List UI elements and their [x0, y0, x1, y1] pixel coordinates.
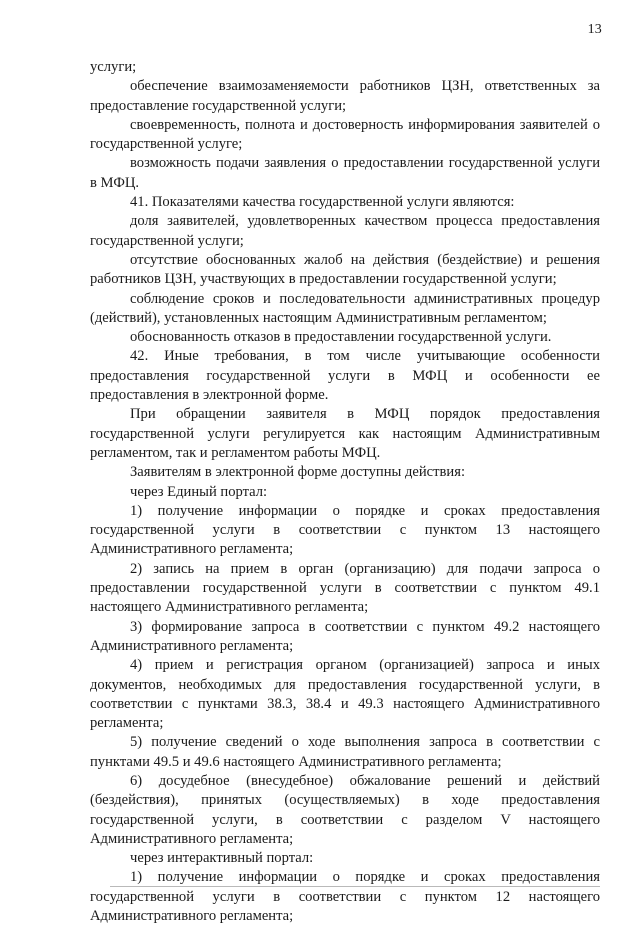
paragraph: соблюдение сроков и последовательности административных процедур (действий), установленных настоящим Административным регламентом; [90, 290, 600, 326]
paragraph: 1) получение информации о порядке и сроках предоставления государственной услуги в соответствии с пунктом 13 настоящего Административного регламента; [90, 502, 600, 558]
paragraph: 42. Иные требования, в том числе учитывающие особенности предоставления государственной услуги в МФЦ и особенности ее предоставления в электронной форме. [90, 348, 600, 404]
paragraph: Заявителям в электронной форме доступны действия: [130, 464, 466, 481]
paragraph: обоснованность отказов в предоставлении государственной услуги. [130, 329, 552, 346]
paragraph: 41. Показателями качества государственной услуги являются: [130, 194, 515, 211]
page-number: 13 [587, 22, 602, 37]
paragraph: своевременность, полнота и достоверность информирования заявителей о государственной услуге; [90, 116, 600, 153]
paragraph: 1) получение информации о порядке и сроках предоставления государственной услуги в соответствии с пунктом 12 настоящего Административного регламента; [90, 869, 600, 925]
paragraph: доля заявителей, удовлетворенных качеством процесса предоставления государственной услуги; [90, 213, 600, 249]
paragraph: услуги; [90, 59, 137, 75]
paragraph: При обращении заявителя в МФЦ порядок предоставления государственной услуги регулируется как настоящим Административным регламентом, так и регламентом работы МФЦ. [90, 406, 600, 461]
paragraph: 5) получение сведений о ходе выполнения запроса в соответствии с пунктами 49.5 и 49.6 настоящего Административного регламента; [90, 734, 600, 770]
paragraph: возможность подачи заявления о предоставлении государственной услуги в МФЦ. [90, 155, 600, 191]
paragraph: обеспечение взаимозаменяемости работников ЦЗН, ответственных за предоставление государственной услуги; [90, 78, 600, 114]
paragraph: 4) прием и регистрация органом (организацией) запроса и иных документов, необходимых для предоставления государственной услуги, в соответствии с пунктами 38.3, 38.4 и 49.3 настоящего Административного регламента; [90, 657, 600, 732]
paragraph: 2) запись на прием в орган (организацию) для подачи запроса о предоставлении государственной услуги в соответствии с пунктом 49.1 настоящего Административного регламента; [90, 560, 600, 616]
paragraph: 3) формирование запроса в соответствии с пунктом 49.2 настоящего Административного регламента; [90, 618, 600, 654]
paragraph: через интерактивный портал: [130, 850, 314, 867]
page-bottom-rule [110, 886, 600, 887]
paragraph: 6) досудебное (внесудебное) обжалование решений и действий (бездействия), принятых (осуществляемых) в ходе предоставления государственной услуги, в соответствии с разделом V настоящего Административного регламента; [90, 772, 600, 847]
paragraph: отсутствие обоснованных жалоб на действия (бездействие) и решения работников ЦЗН, участвующих в предоставлении государственной услуги; [90, 251, 600, 288]
paragraph: через Единый портал: [130, 483, 268, 500]
document-body [90, 58, 600, 926]
